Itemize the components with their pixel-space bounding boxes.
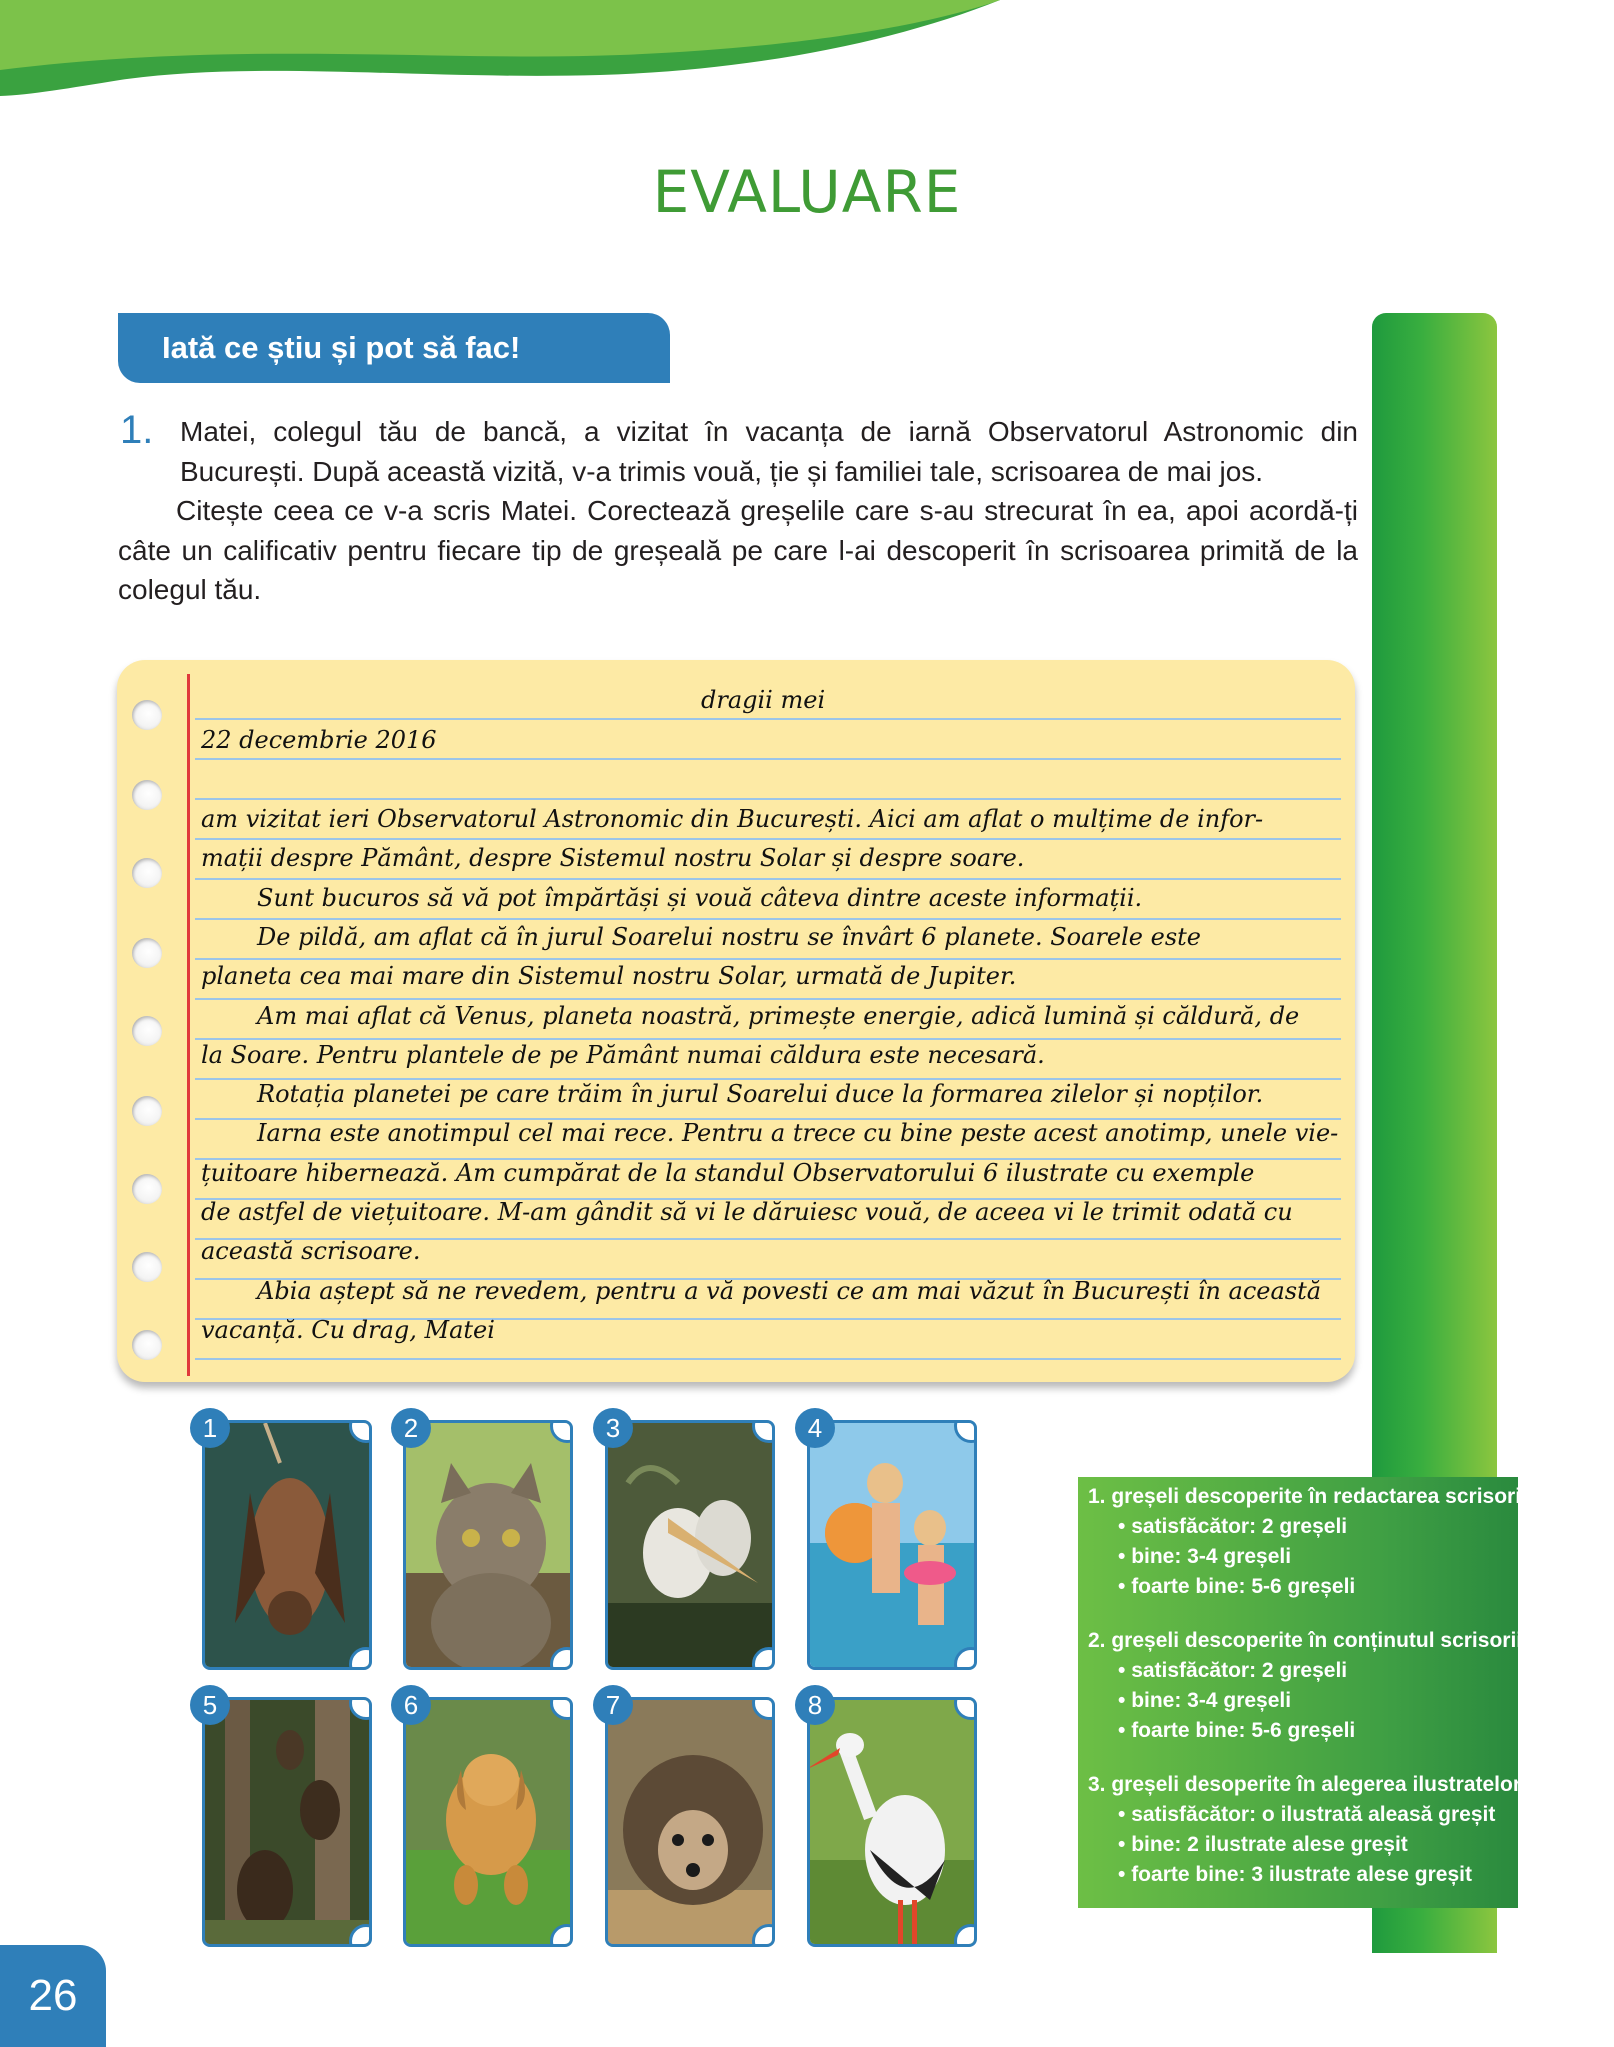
binder-hole: [132, 1252, 162, 1282]
bullet-icon: •: [1118, 1803, 1132, 1826]
exercise-task: Citește ceea ce v-a scris Matei. Corectează greșelile care s-au strecurat în ea, apoi acordă-ți câte un calificativ pentru fiecare tip de greșeală pe care l-ai descoperit în scrisoarea primită de la colegul tău.: [118, 495, 1358, 605]
photo-card: [403, 1420, 573, 1670]
exercise-intro: Matei, colegul tău de bancă, a vizitat în vacanța de iarnă Observatorul Astronomic din București. După această vizită, v-a trimis vouă, ție și familiei tale, scrisoarea de mai jos.: [180, 416, 1358, 487]
margin-line: [187, 674, 190, 1376]
photo-card: [202, 1697, 372, 1947]
criteria-heading: 1. greșeli descoperite în redactarea scrisorii: [1088, 1485, 1527, 1508]
criteria-group: [1088, 1770, 1522, 1890]
photo-number-badge: 1: [190, 1408, 230, 1448]
ruled-line: [195, 758, 1341, 760]
photo-card: [807, 1420, 977, 1670]
letter-line: Sunt bucuros să vă pot împărtăși și vouă câteva dintre aceste informații.: [257, 883, 1143, 912]
dog-icon: [406, 1700, 573, 1947]
section-label: Iată ce știu și pot să fac!: [118, 313, 670, 383]
binder-hole: [132, 780, 162, 810]
ruled-line: [195, 918, 1341, 920]
binder-hole: [132, 1330, 162, 1360]
criteria-item: [1088, 1716, 1508, 1746]
criteria-item-text: foarte bine: 5-6 greșeli: [1131, 1575, 1356, 1598]
ruled-line: [195, 718, 1341, 720]
criteria-item-text: satisfăcător: 2 greșeli: [1131, 1515, 1348, 1538]
criteria-item-text: bine: 2 ilustrate alese greșit: [1131, 1833, 1408, 1856]
binder-hole: [132, 858, 162, 888]
criteria-item: [1088, 1860, 1508, 1890]
photo-number-badge: 2: [391, 1408, 431, 1448]
ruled-line: [195, 798, 1341, 800]
letter-line: Am mai aflat că Venus, planeta noastră, primește energie, adică lumină și căldură, de: [257, 1001, 1300, 1030]
criteria-item-text: bine: 3-4 greșeli: [1131, 1689, 1292, 1712]
bullet-icon: •: [1118, 1515, 1132, 1538]
letter-line: la Soare. Pentru plantele de pe Pământ numai căldura este necesară.: [201, 1040, 1045, 1069]
bullet-icon: •: [1118, 1575, 1132, 1598]
ruled-line: [195, 878, 1341, 880]
bears-icon: [205, 1700, 372, 1947]
ruled-line: [195, 1358, 1341, 1360]
bullet-icon: •: [1118, 1833, 1132, 1856]
page-number: 26: [0, 1945, 106, 2047]
criteria-group: [1088, 1482, 1527, 1602]
binder-hole: [132, 1174, 162, 1204]
photo-card: [202, 1420, 372, 1670]
photo-card: [605, 1420, 775, 1670]
criteria-item: [1088, 1542, 1508, 1572]
photo-card: [403, 1697, 573, 1947]
ruled-line: [195, 958, 1341, 960]
criteria-item-text: foarte bine: 3 ilustrate alese greșit: [1131, 1863, 1472, 1886]
letter-line: de astfel de viețuitoare. M-am gândit să vi le dăruiesc vouă, de aceea vi le trimit odată cu: [201, 1198, 1293, 1226]
criteria-item-text: foarte bine: 5-6 greșeli: [1131, 1719, 1356, 1742]
photo-number-badge: 3: [593, 1408, 633, 1448]
bat-icon: [205, 1423, 372, 1670]
letter-date: 22 decembrie 2016: [201, 726, 437, 754]
letter-paper: [117, 660, 1355, 1382]
binder-hole: [132, 1016, 162, 1046]
exercise-number: 1.: [120, 408, 154, 452]
criteria-item-text: bine: 3-4 greșeli: [1131, 1545, 1292, 1568]
letter-line: planeta cea mai mare din Sistemul nostru Solar, urmată de Jupiter.: [201, 962, 1017, 991]
photo-number-badge: 4: [795, 1408, 835, 1448]
criteria-item: [1088, 1686, 1508, 1716]
cat-icon: [406, 1423, 573, 1670]
page-title: EVALUARE: [652, 158, 962, 226]
binder-hole: [132, 938, 162, 968]
letter-line: Abia aștept să ne revedem, pentru a vă povesti ce am mai văzut în București în această: [257, 1276, 1322, 1305]
ruled-line: [195, 998, 1341, 1000]
criteria-heading: 3. greșeli desoperite în alegerea ilustratelor: [1088, 1773, 1522, 1796]
ruled-line: [195, 1038, 1341, 1040]
photo-number-badge: 8: [795, 1685, 835, 1725]
letter-line: această scrisoare.: [201, 1237, 421, 1266]
letter-line: țuitoare hibernează. Am cumpărat de la standul Observatorului 6 ilustrate cu exemple: [201, 1158, 1255, 1187]
criteria-item: [1088, 1512, 1508, 1542]
letter-line: mații despre Pământ, despre Sistemul nostru Solar și despre soare.: [201, 844, 1025, 873]
letter-line: vacanță. Cu drag, Matei: [201, 1315, 495, 1344]
criteria-box: [1078, 1477, 1527, 1908]
photo-number-badge: 5: [190, 1685, 230, 1725]
criteria-group: [1088, 1626, 1523, 1746]
criteria-heading: 2. greșeli descoperite în conținutul scrisorii: [1088, 1629, 1523, 1652]
criteria-item: [1088, 1656, 1508, 1686]
hedgehog-icon: [608, 1700, 775, 1947]
bullet-icon: •: [1118, 1863, 1132, 1886]
criteria-item-text: satisfăcător: 2 greșeli: [1131, 1659, 1348, 1682]
ruled-line: [195, 838, 1341, 840]
letter-line: Rotația planetei pe care trăim în jurul Soarelui duce la formarea zilelor și nopților.: [257, 1080, 1264, 1109]
bullet-icon: •: [1118, 1719, 1132, 1742]
photo-card: [605, 1697, 775, 1947]
top-wave-decoration: [0, 0, 1614, 110]
children-beach-icon: [810, 1423, 977, 1670]
letter-greeting: dragii mei: [701, 686, 826, 714]
photo-number-badge: 7: [593, 1685, 633, 1725]
exercise-text: [118, 412, 1358, 610]
criteria-item: [1088, 1800, 1508, 1830]
binder-hole: [132, 700, 162, 730]
stork-icon: [810, 1700, 977, 1947]
criteria-item: [1088, 1572, 1508, 1602]
letter-line: De pildă, am aflat că în jurul Soarelui nostru se învârt 6 planete. Soarele este: [257, 922, 1201, 951]
bullet-icon: •: [1118, 1689, 1132, 1712]
binder-hole: [132, 1096, 162, 1126]
letter-line: Iarna este anotimpul cel mai rece. Pentru a trece cu bine peste acest anotimp, unele vie-: [257, 1119, 1339, 1148]
letter-line: am vizitat ieri Observatorul Astronomic din București. Aici am aflat o mulțime de infor-: [201, 805, 1264, 833]
bullet-icon: •: [1118, 1659, 1132, 1682]
pelican-icon: [608, 1423, 775, 1670]
bullet-icon: •: [1118, 1545, 1132, 1568]
criteria-item-text: satisfăcător: o ilustrată aleasă greșit: [1131, 1803, 1496, 1826]
photo-card: [807, 1697, 977, 1947]
criteria-item: [1088, 1830, 1508, 1860]
photo-number-badge: 6: [391, 1685, 431, 1725]
